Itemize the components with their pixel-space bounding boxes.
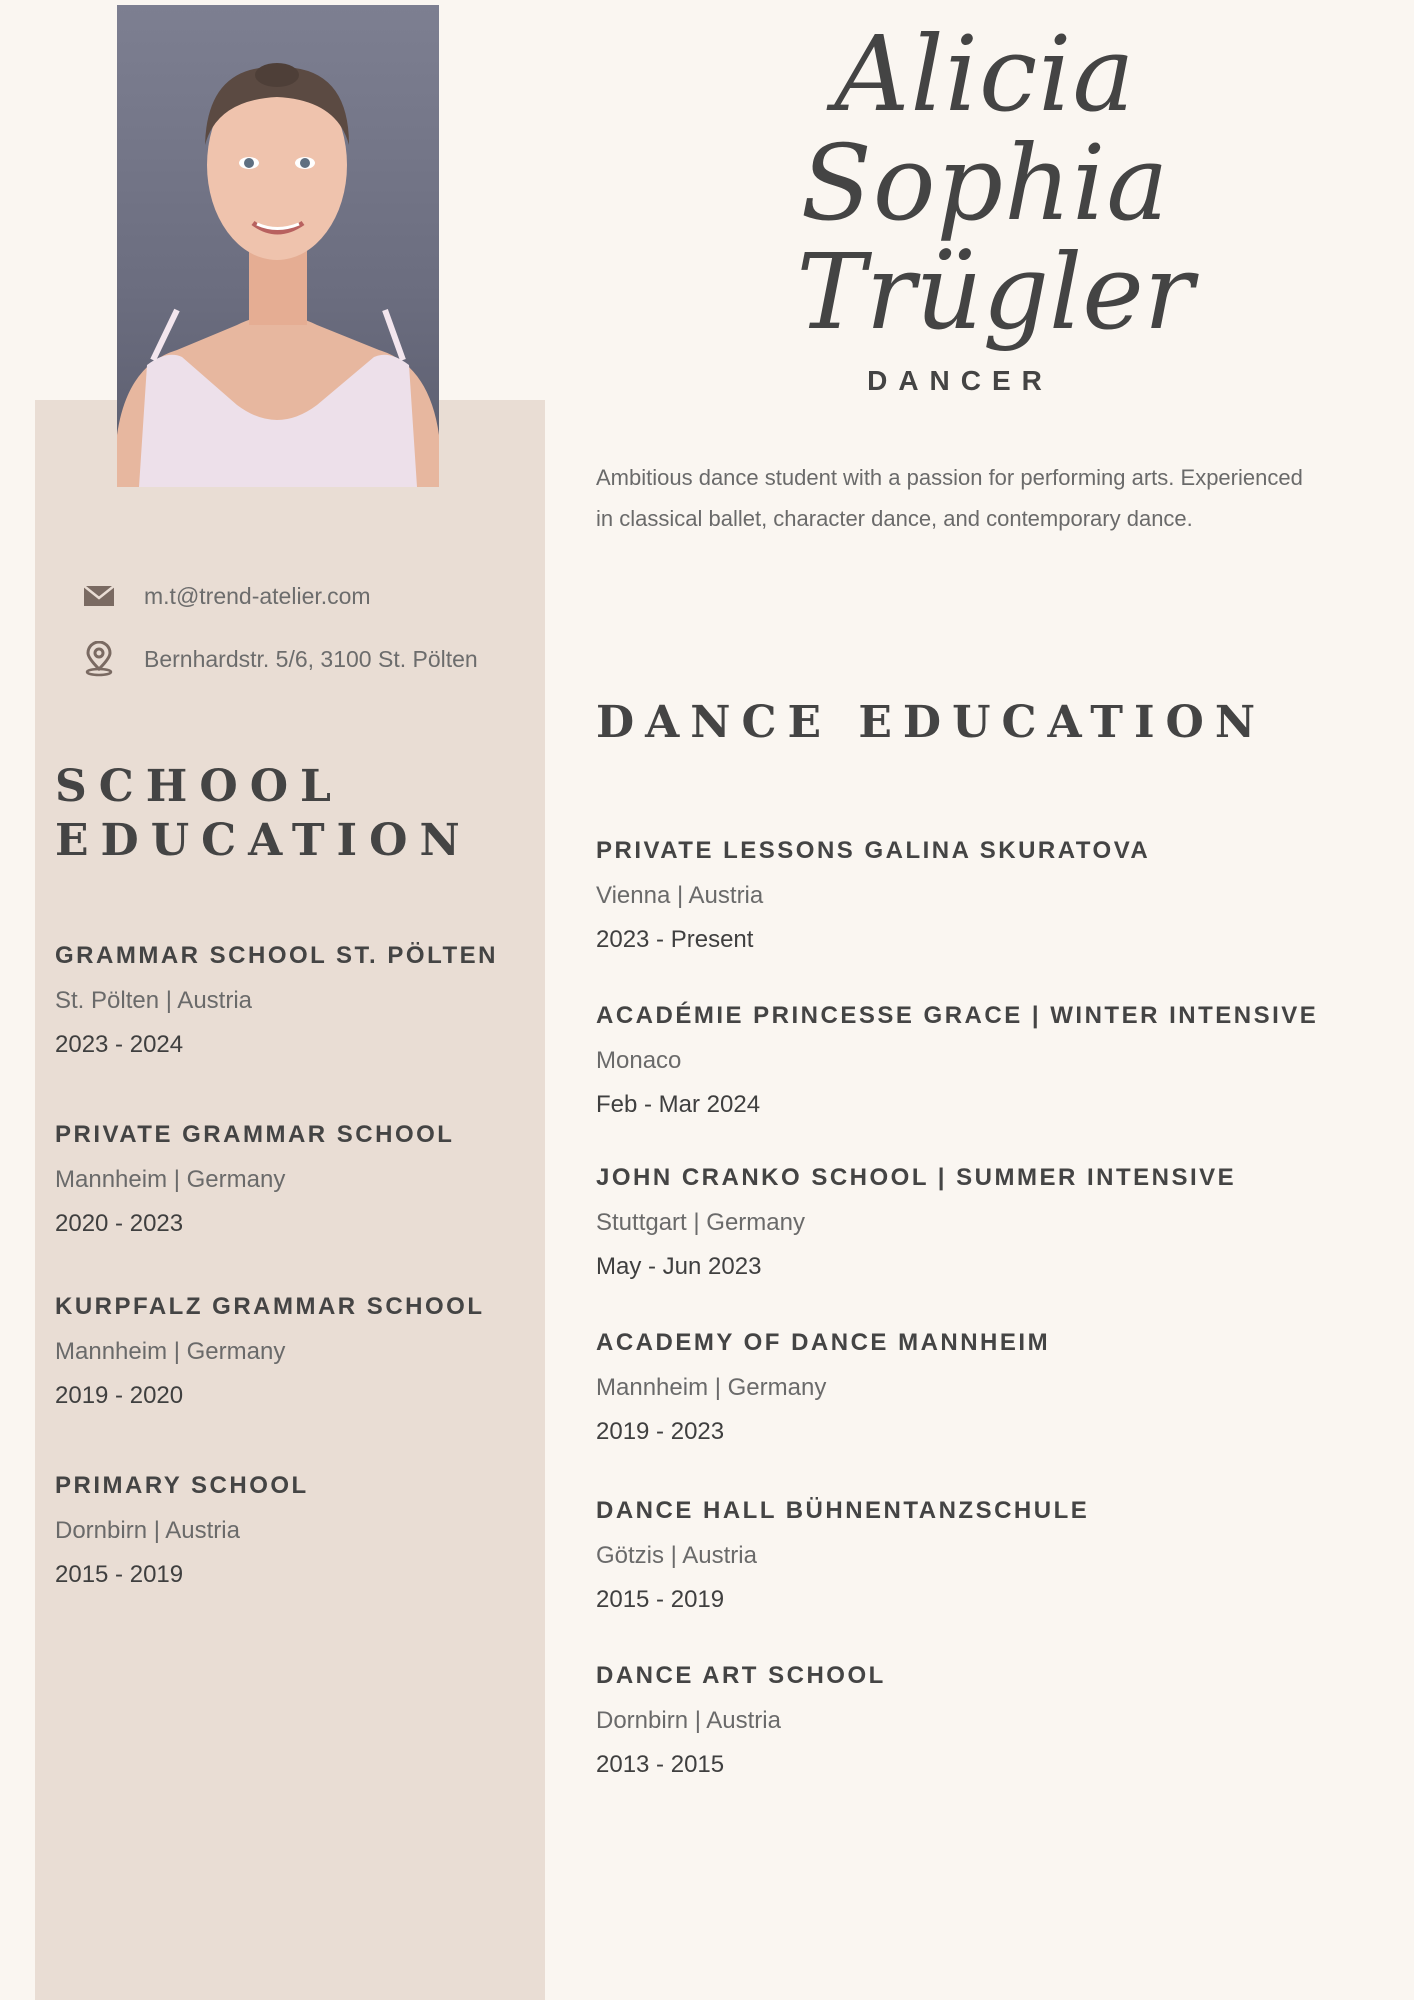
dance-entry [596,1164,1236,1281]
school-entry-place: Mannheim | Germany [55,1166,286,1193]
school-entry-dates: 2019 - 2020 [55,1382,184,1409]
profile-photo [117,5,439,487]
dance-entry-dates: 2013 - 2015 [596,1751,725,1778]
envelope-icon [80,577,118,615]
school-entry [55,1472,309,1589]
dance-entry-title: DANCE ART SCHOOL [596,1662,886,1689]
profile-summary: Ambitious dance student with a passion for performing arts. Experienced in classical ballet, character dance, and contemporary dance. [596,465,1303,531]
person-name [640,13,1330,354]
dance-entry-title: JOHN CRANKO SCHOOL | SUMMER INTENSIVE [596,1164,1237,1191]
school-education-heading-line2: EDUCATION [55,814,472,866]
school-entry-title: PRIVATE GRAMMAR SCHOOL [55,1121,455,1148]
dance-entry [596,1329,1050,1446]
dance-entry [596,1662,886,1779]
school-entry [55,1121,454,1238]
school-education-heading [55,760,472,867]
person-name-line2: Trügler [796,231,1194,354]
school-entry-title: PRIMARY SCHOOL [55,1472,309,1499]
location-pin-icon [80,640,118,678]
school-entry-dates: 2015 - 2019 [55,1561,184,1588]
school-entry-dates: 2020 - 2023 [55,1210,184,1237]
school-entry [55,942,498,1059]
contact-email-row [80,577,371,615]
dance-entry-title: ACADÉMIE PRINCESSE GRACE | WINTER INTENSIVE [596,1002,1319,1029]
dance-entry-title: PRIVATE LESSONS GALINA SKURATOVA [596,837,1151,864]
dance-entry-dates: Feb - Mar 2024 [596,1091,761,1118]
school-entry-place: St. Pölten | Austria [55,987,253,1014]
dance-entry-dates: 2015 - 2019 [596,1586,725,1613]
dance-entry-dates: 2019 - 2023 [596,1418,725,1445]
person-name-line1: Alicia Sophia [800,13,1170,245]
contact-address: Bernhardstr. 5/6, 3100 St. Pölten [144,645,478,672]
job-title: DANCER [867,365,1053,396]
school-entry-place: Dornbirn | Austria [55,1517,240,1544]
dance-entry-dates: 2023 - Present [596,926,754,953]
contact-email[interactable]: m.t@trend-atelier.com [144,582,371,609]
dance-entry-place: Götzis | Austria [596,1542,757,1569]
contact-address-row [80,640,478,678]
dance-entry-title: ACADEMY OF DANCE MANNHEIM [596,1329,1051,1356]
dance-entry-place: Dornbirn | Austria [596,1707,781,1734]
school-entry-title: KURPFALZ GRAMMAR SCHOOL [55,1293,485,1320]
dance-entry [596,1002,1318,1119]
dance-entry [596,1497,1089,1614]
school-entry-dates: 2023 - 2024 [55,1031,184,1058]
dance-education-heading: DANCE EDUCATION [596,697,1267,748]
dance-entry [596,837,1150,954]
school-entry-place: Mannheim | Germany [55,1338,286,1365]
dance-entry-place: Stuttgart | Germany [596,1209,805,1236]
dance-entry-dates: May - Jun 2023 [596,1253,762,1280]
dance-entry-place: Vienna | Austria [596,882,764,909]
school-entry [55,1293,484,1410]
dance-entry-place: Mannheim | Germany [596,1374,827,1401]
school-entry-title: GRAMMAR SCHOOL ST. PÖLTEN [55,942,498,969]
dance-entry-place: Monaco [596,1047,682,1074]
school-education-heading-line1: SCHOOL [55,761,343,812]
dance-entry-title: DANCE HALL BÜHNENTANZSCHULE [596,1497,1090,1524]
